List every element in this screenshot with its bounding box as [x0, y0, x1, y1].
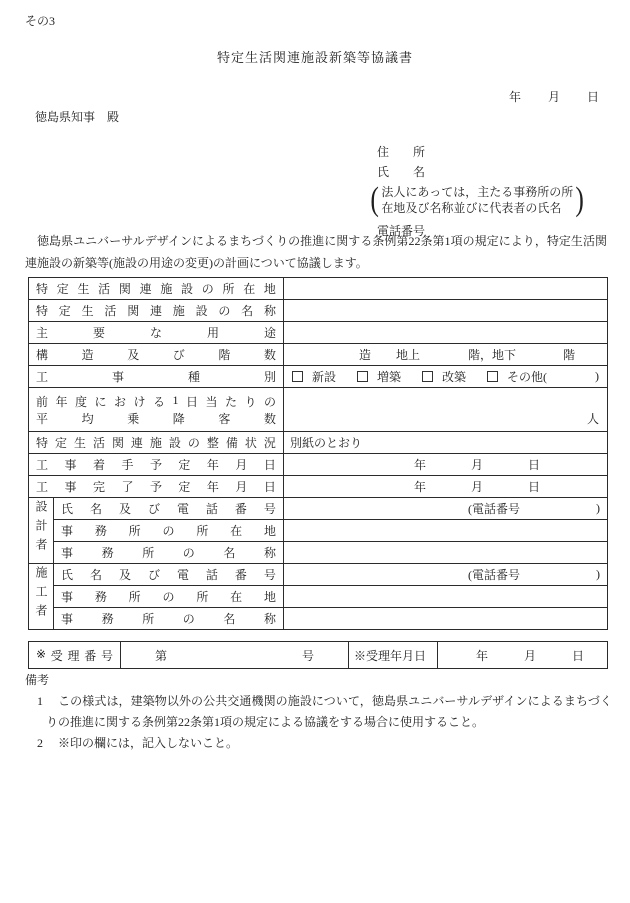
- improvement-status-value: 別紙のとおり: [284, 432, 608, 454]
- contractor-office-address-field[interactable]: [284, 586, 608, 608]
- checkbox-extension[interactable]: [357, 371, 368, 382]
- receipt-number-prefix: 第: [154, 648, 167, 663]
- applicant-address-label: 住 所: [377, 145, 426, 159]
- phone-open-label: (電話番号: [468, 502, 520, 516]
- contractor-name-phone-field[interactable]: [284, 564, 608, 586]
- date-day-label: 日: [528, 480, 541, 494]
- structure-floors-field[interactable]: [284, 344, 608, 366]
- phone-close-label: ): [596, 501, 600, 515]
- date-year-label: 年: [414, 458, 427, 472]
- form-title: 特定生活関連施設新築等協議書: [216, 50, 413, 65]
- designer-office-address-field[interactable]: [284, 520, 608, 542]
- main-use-field[interactable]: [284, 322, 608, 344]
- worktype-other-close: ): [595, 369, 599, 383]
- remark-number: 2: [37, 736, 43, 750]
- corporate-note-line2: 在地及び名称並びに代表者の氏名: [381, 201, 562, 215]
- work-completion-date-label: 工 事 完 了 予 定 年 月 日: [29, 476, 284, 498]
- remark-text: この様式は，建築物以外の公共交通機関の施設について，徳島県ユニバーサルデザインによるまちづくりの推進に関する条例第22条第1項の規定による協議をする場合に使用すること。: [46, 694, 612, 729]
- corporate-note-line1: 法人にあっては，主たる事務所の所: [381, 185, 574, 199]
- date-year-label: 年: [476, 648, 489, 663]
- worktype-option-label: 改築: [442, 370, 467, 384]
- open-paren-glyph: (: [370, 181, 379, 218]
- remark-item-1: [37, 691, 612, 733]
- designer-group-label: 設計者: [29, 498, 54, 564]
- designer-office-name-label: 事 務 所 の 名 称: [54, 542, 284, 564]
- remarks-heading: 備考: [25, 673, 50, 687]
- table-row-work-start-date: [29, 454, 608, 476]
- table-row-work-type: [29, 366, 608, 388]
- table-row-contractor-office-name: [29, 608, 608, 630]
- table-row-designer-name-phone: [29, 498, 608, 520]
- receipt-date-field: [438, 642, 608, 669]
- date-day-label: 日: [586, 90, 599, 104]
- remark-text: ※印の欄には，記入しないこと。: [58, 736, 239, 750]
- contractor-group-label: 施工者: [29, 564, 54, 630]
- table-row-designer-office-name: [29, 542, 608, 564]
- work-type-field: [284, 366, 608, 388]
- applicant-name-label: 氏 名: [377, 165, 426, 179]
- table-row-contractor-name-phone: [29, 564, 608, 586]
- daily-passengers-field[interactable]: [284, 388, 608, 432]
- floors-underground-label: 階，地下: [468, 348, 517, 362]
- applicant-phone-label: 電話番号: [377, 224, 426, 238]
- passengers-unit-label: 人: [586, 412, 599, 426]
- structure-suffix-label: 造: [359, 348, 372, 362]
- contractor-office-name-label: 事 務 所 の 名 称: [54, 608, 284, 630]
- above-ground-label: 地上: [396, 348, 421, 362]
- work-completion-date-field[interactable]: [284, 476, 608, 498]
- receipt-number-suffix: 号: [302, 648, 315, 663]
- facility-name-field[interactable]: [284, 300, 608, 322]
- addressee-line: 徳島県知事 殿: [35, 110, 120, 124]
- receipt-date-label: ※受理年月日: [349, 642, 438, 669]
- table-row-facility-location: [29, 278, 608, 300]
- body-paragraph: 徳島県ユニバーサルデザインによるまちづくりの推進に関する条例第22条第1項の規定により，特定生活関連施設の新築等(施設の用途の変更)の計画について協議します。: [25, 234, 607, 270]
- contractor-office-address-label: 事 務 所 の 所 在 地: [54, 586, 284, 608]
- table-row-main-use: [29, 322, 608, 344]
- receipt-number-label: ※ 受 理 番 号: [29, 642, 121, 669]
- table-row-structure-floors: [29, 344, 608, 366]
- table-row-facility-name: [29, 300, 608, 322]
- table-row-receipt: [29, 642, 608, 669]
- designer-name-phone-field[interactable]: [284, 498, 608, 520]
- date-day-label: 日: [528, 458, 541, 472]
- designer-office-address-label: 事 務 所 の 所 在 地: [54, 520, 284, 542]
- phone-open-label: (電話番号: [468, 568, 520, 582]
- date-day-label: 日: [572, 648, 585, 663]
- date-month-label: 月: [471, 458, 484, 472]
- daily-passengers-label: 前 年 度 に お け る 1 日 当 た り の 平 均 乗 降 客 数: [29, 388, 284, 432]
- table-row-daily-passengers: [29, 388, 608, 432]
- worktype-other-label: その他(: [507, 370, 548, 384]
- remarks-section: [25, 670, 612, 754]
- main-use-label: 主 要 な 用 途: [29, 322, 284, 344]
- table-row-contractor-office-address: [29, 586, 608, 608]
- worktype-option-label: 増築: [377, 370, 402, 384]
- work-type-label: 工 事 種 別: [29, 366, 284, 388]
- facility-location-field[interactable]: [284, 278, 608, 300]
- applicant-block: [370, 142, 586, 241]
- checkbox-reconstruction[interactable]: [422, 371, 433, 382]
- date-month-label: 月: [524, 648, 537, 663]
- contractor-office-name-field[interactable]: [284, 608, 608, 630]
- date-month-label: 月: [471, 480, 484, 494]
- designer-office-name-field[interactable]: [284, 542, 608, 564]
- designer-name-phone-label: 氏 名 及 び 電 話 番 号: [54, 498, 284, 520]
- remark-item-2: [37, 733, 612, 754]
- facility-location-label: 特 定 生 活 関 連 施 設 の 所 在 地: [29, 278, 284, 300]
- close-paren-glyph: ): [575, 181, 585, 218]
- remark-number: 1: [37, 694, 43, 708]
- submission-date-line: [509, 88, 599, 105]
- improvement-status-label: 特 定 生 活 関 連 施 設 の 整 備 状 況: [29, 432, 284, 454]
- table-row-work-completion-date: [29, 476, 608, 498]
- receipt-number-field: [121, 642, 349, 669]
- date-year-label: 年: [414, 480, 427, 494]
- phone-close-label: ): [596, 567, 600, 581]
- work-start-date-field[interactable]: [284, 454, 608, 476]
- receipt-table: [28, 641, 608, 669]
- date-year-label: 年: [508, 90, 521, 104]
- checkbox-new-construction[interactable]: [292, 371, 303, 382]
- worktype-option-label: 新設: [312, 370, 337, 384]
- structure-floors-label: 構 造 及 び 階 数: [29, 344, 284, 366]
- corporate-note: [369, 182, 586, 218]
- table-row-improvement-status: [29, 432, 608, 454]
- work-start-date-label: 工 事 着 手 予 定 年 月 日: [29, 454, 284, 476]
- floors-suffix-label: 階: [563, 348, 576, 362]
- page-corner-label: その3: [25, 14, 56, 28]
- table-row-designer-office-address: [29, 520, 608, 542]
- date-month-label: 月: [547, 90, 560, 104]
- contractor-name-phone-label: 氏 名 及 び 電 話 番 号: [54, 564, 284, 586]
- checkbox-other[interactable]: [487, 371, 498, 382]
- facility-name-label: 特 定 生 活 関 連 施 設 の 名 称: [29, 300, 284, 322]
- main-form-table: [28, 277, 608, 630]
